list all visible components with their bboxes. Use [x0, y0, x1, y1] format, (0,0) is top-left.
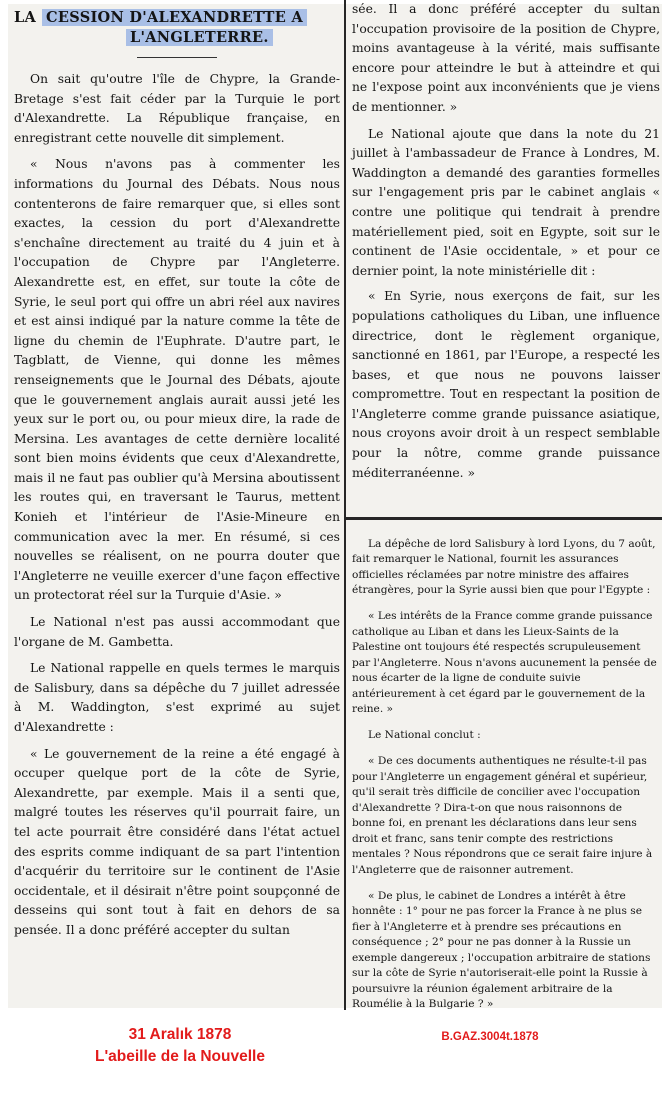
paragraph: La dépêche de lord Salisbury à lord Lyons, du 7 août, fait remarquer le National, fournit les assurances officielles réclamées par notre ministre des affaires étrangères, pour la Syrie aussi bien que pour l'Egypte :	[352, 537, 656, 597]
caption-date: 31 Aralık 1878	[128, 1026, 232, 1043]
headline-kicker: LA	[14, 9, 37, 26]
right-column-lower	[352, 526, 658, 1011]
headline-rule	[137, 57, 217, 58]
quotation: « Le gouvernement de la reine a été engagé à occuper quelque port de la côte de Syrie, Alexandrette, par exemple. Mais il a senti que, malgré toutes les réserves qu'il pourrait faire, un tel acte pourrait être considéré dans l'état actuel des esprits comme indiquant de sa part l'intention d'acquérir du territoire sur le continent de l'Asie occidentale, et il désirait n'être point soupçonné de desseins qui sont tout à fait en dehors de sa pensée. Il a donc préféré accepter du sultan	[14, 746, 340, 937]
headline-line-2: L'ANGLETERRE.	[126, 29, 273, 46]
paragraph: sée. Il a donc préféré accepter du sultan l'occupation provisoire de la position de Chypre, moins avantageuse à la vérité, mais suffisante encore pour atteindre le but à atteindre et qui ne l'expose point aux inconvénients que je viens de mentionner. »	[352, 2, 660, 114]
section-divider	[346, 517, 662, 520]
quotation: « De plus, le cabinet de Londres a intérêt à être honnête : 1° pour ne pas forcer la France à ne plus se fier à l'Angleterre et à prendre ses précautions en conséquence ; 2° pour ne pas donner à la Russie un exemple dangereux ; l'occupation arbitraire de stations sur la côte de Syrie n'autoriserait-elle point la Russie à poursuivre la réunion également arbitraire de la Roumélie à la Bulgarie ? »	[352, 889, 651, 1011]
headline	[14, 8, 340, 47]
left-column	[14, 6, 340, 1006]
quotation: « Les intérêts de la France comme grande puissance catholique au Liban et dans les Lieux-Saints de la Palestine ont toujours été respectés scrupuleusement par l'Angleterre. Nous n'avons aucunement la pensée de nous écarter de la ligne de conduite suivie antérieurement à cet égard par le gouvernement de la reine. »	[352, 610, 657, 716]
paragraph: Le National conclut :	[368, 729, 481, 742]
caption-reference: B.GAZ.3004t.1878	[441, 1031, 539, 1043]
paragraph: Le National rappelle en quels termes le marquis de Salisbury, dans sa dépêche du 7 juillet adressée à M. Waddington, s'est exprimé au sujet d'Alexandrette :	[14, 661, 340, 734]
caption-publication: L'abeille de la Nouvelle	[95, 1048, 265, 1065]
paragraph: On sait qu'outre l'île de Chypre, la Grande-Bretage s'est fait céder par la Turquie le port d'Alexandrette. La République française, en enregistrant cette nouvelle dit simplement.	[14, 72, 340, 145]
quotation: « En Syrie, nous exerçons de fait, sur les populations catholiques du Liban, une influence directrice, dont le règlement organique, sanctionné en 1861, par l'Europe, a respecté les bases, et que nous ne pouvons laisser compromettre. Tout en respectant la position de l'Angleterre comme grande puissance asiatique, nous croyons avoir droit à un respect semblable pour la nôtre, comme grande puissance méditerranéenne. »	[352, 289, 660, 480]
paragraph: Le National ajoute que dans la note du 21 juillet à l'ambassadeur de France à Londres, M. Waddington a demandé des garanties formelles sur l'engagement pris par le cabinet anglais « contre une politique qui tendrait à prendre matériellement pied, soit en Egypte, soit sur le continent de l'Asie occidentale, » et pour ce dernier point, la note ministérielle dit :	[352, 126, 660, 278]
quotation: « Nous n'avons pas à commenter les informations du Journal des Débats. Nous nous contenterons de faire remarquer que, si elles sont exactes, la cession du port d'Alexandrette s'enchaîne directement au traité du 4 juin et à l'occupation de Chypre par l'Angleterre. Alexandrette est, en effet, sur toute la côte de Syrie, le seul port qui offre un abri réel aux navires et est ainsi indiqué par la nature comme la tête de ligne du chemin de l'Euphrate. D'autre part, le Tagblatt, de Vienne, qui donne les mêmes renseignements que le Journal des Débats, ajoute que le gouvernement anglais aurait aussi jeté les yeux sur le port ou, ou pour mieux dire, la rade de Mersina. Les avantages de cette dernière localité sont bien moins évidents que ceux d'Alexandrette, mais il ne faut pas oublier qu'à Mersina aboutissent les routes qui, en traversant le Taurus, mettent Konieh et l'intérieur de l'Asie-Mineure en communication avec la mer. En résumé, si ces nouvelles se réalisent, on ne pourra douter que l'Angleterre ne veuille exercer d'une façon effective un protectorat réel sur la Turquie d'Asie. »	[14, 157, 340, 603]
column-divider	[344, 0, 346, 1010]
headline-line-1: CESSION D'ALEXANDRETTE A	[42, 9, 307, 26]
paragraph: Le National n'est pas aussi accommodant que l'organe de M. Gambetta.	[14, 615, 340, 649]
right-column	[352, 0, 660, 512]
quotation: « De ces documents authentiques ne résulte-t-il pas pour l'Angleterre un engagement général et supérieur, qu'il serait très difficile de concilier avec l'occupation d'Alexandrette ? Dira-t-on que nous raisonnons de bonne foi, en prenant les déclarations dans leur sens droit et franc, sans tenir compte des restrictions mentales ? Nous répondrons que ce serait faire injure à l'Angleterre que de raisonner autrement.	[352, 755, 653, 876]
